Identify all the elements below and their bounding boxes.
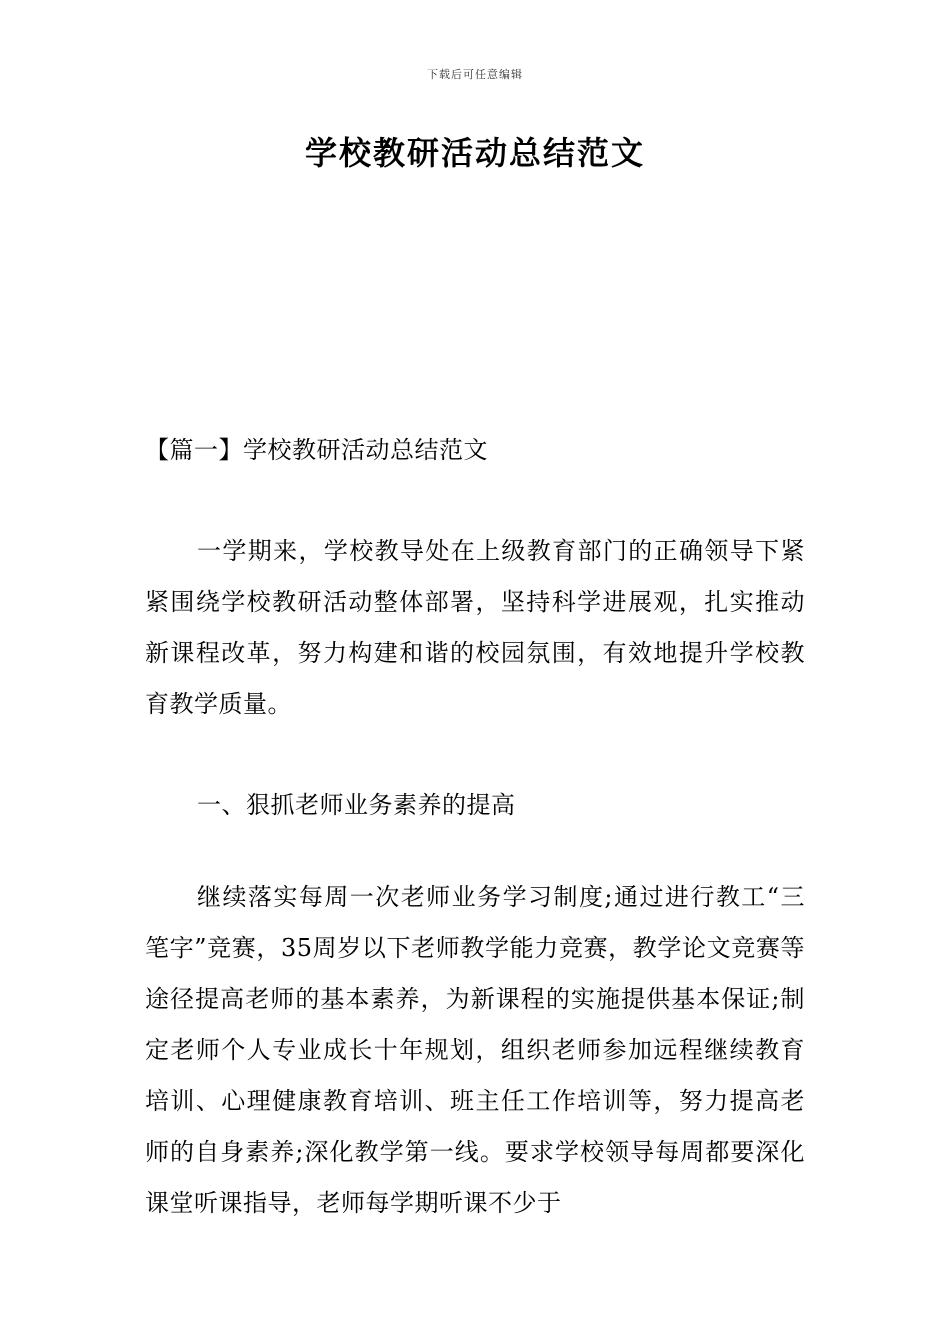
section-heading: 【篇一】学校教研活动总结范文 — [145, 436, 488, 464]
paragraph-intro: 一学期来，学校教导处在上级教育部门的正确领导下紧紧围绕学校教研活动整体部署，坚持科学进展观，扎实推动新课程改革，努力构建和谐的校园氛围，有效地提升学校教育教学质量。 — [145, 537, 805, 718]
paragraph-point-1: 继续落实每周一次老师业务学习制度;通过进行教工“三笔字”竞赛，35周岁以下老师教学能力竞赛，教学论文竞赛等途径提高老师的基本素养，为新课程的实施提供基本保证;制定老师个人专业成长十年规划，组织老师参加远程继续教育培训、心理健康教育培训、班主任工作培训等，努力提高老师的自身素养;深化教学第一线。要求学校领导每周都要深化课堂听课指导，老师每学期听课不少于 — [145, 883, 805, 1217]
point-heading-1: 一、狠抓老师业务素养的提高 — [197, 791, 516, 819]
header-note: 下载后可任意编辑 — [427, 68, 523, 81]
document-title: 学校教研活动总结范文 — [304, 134, 645, 172]
